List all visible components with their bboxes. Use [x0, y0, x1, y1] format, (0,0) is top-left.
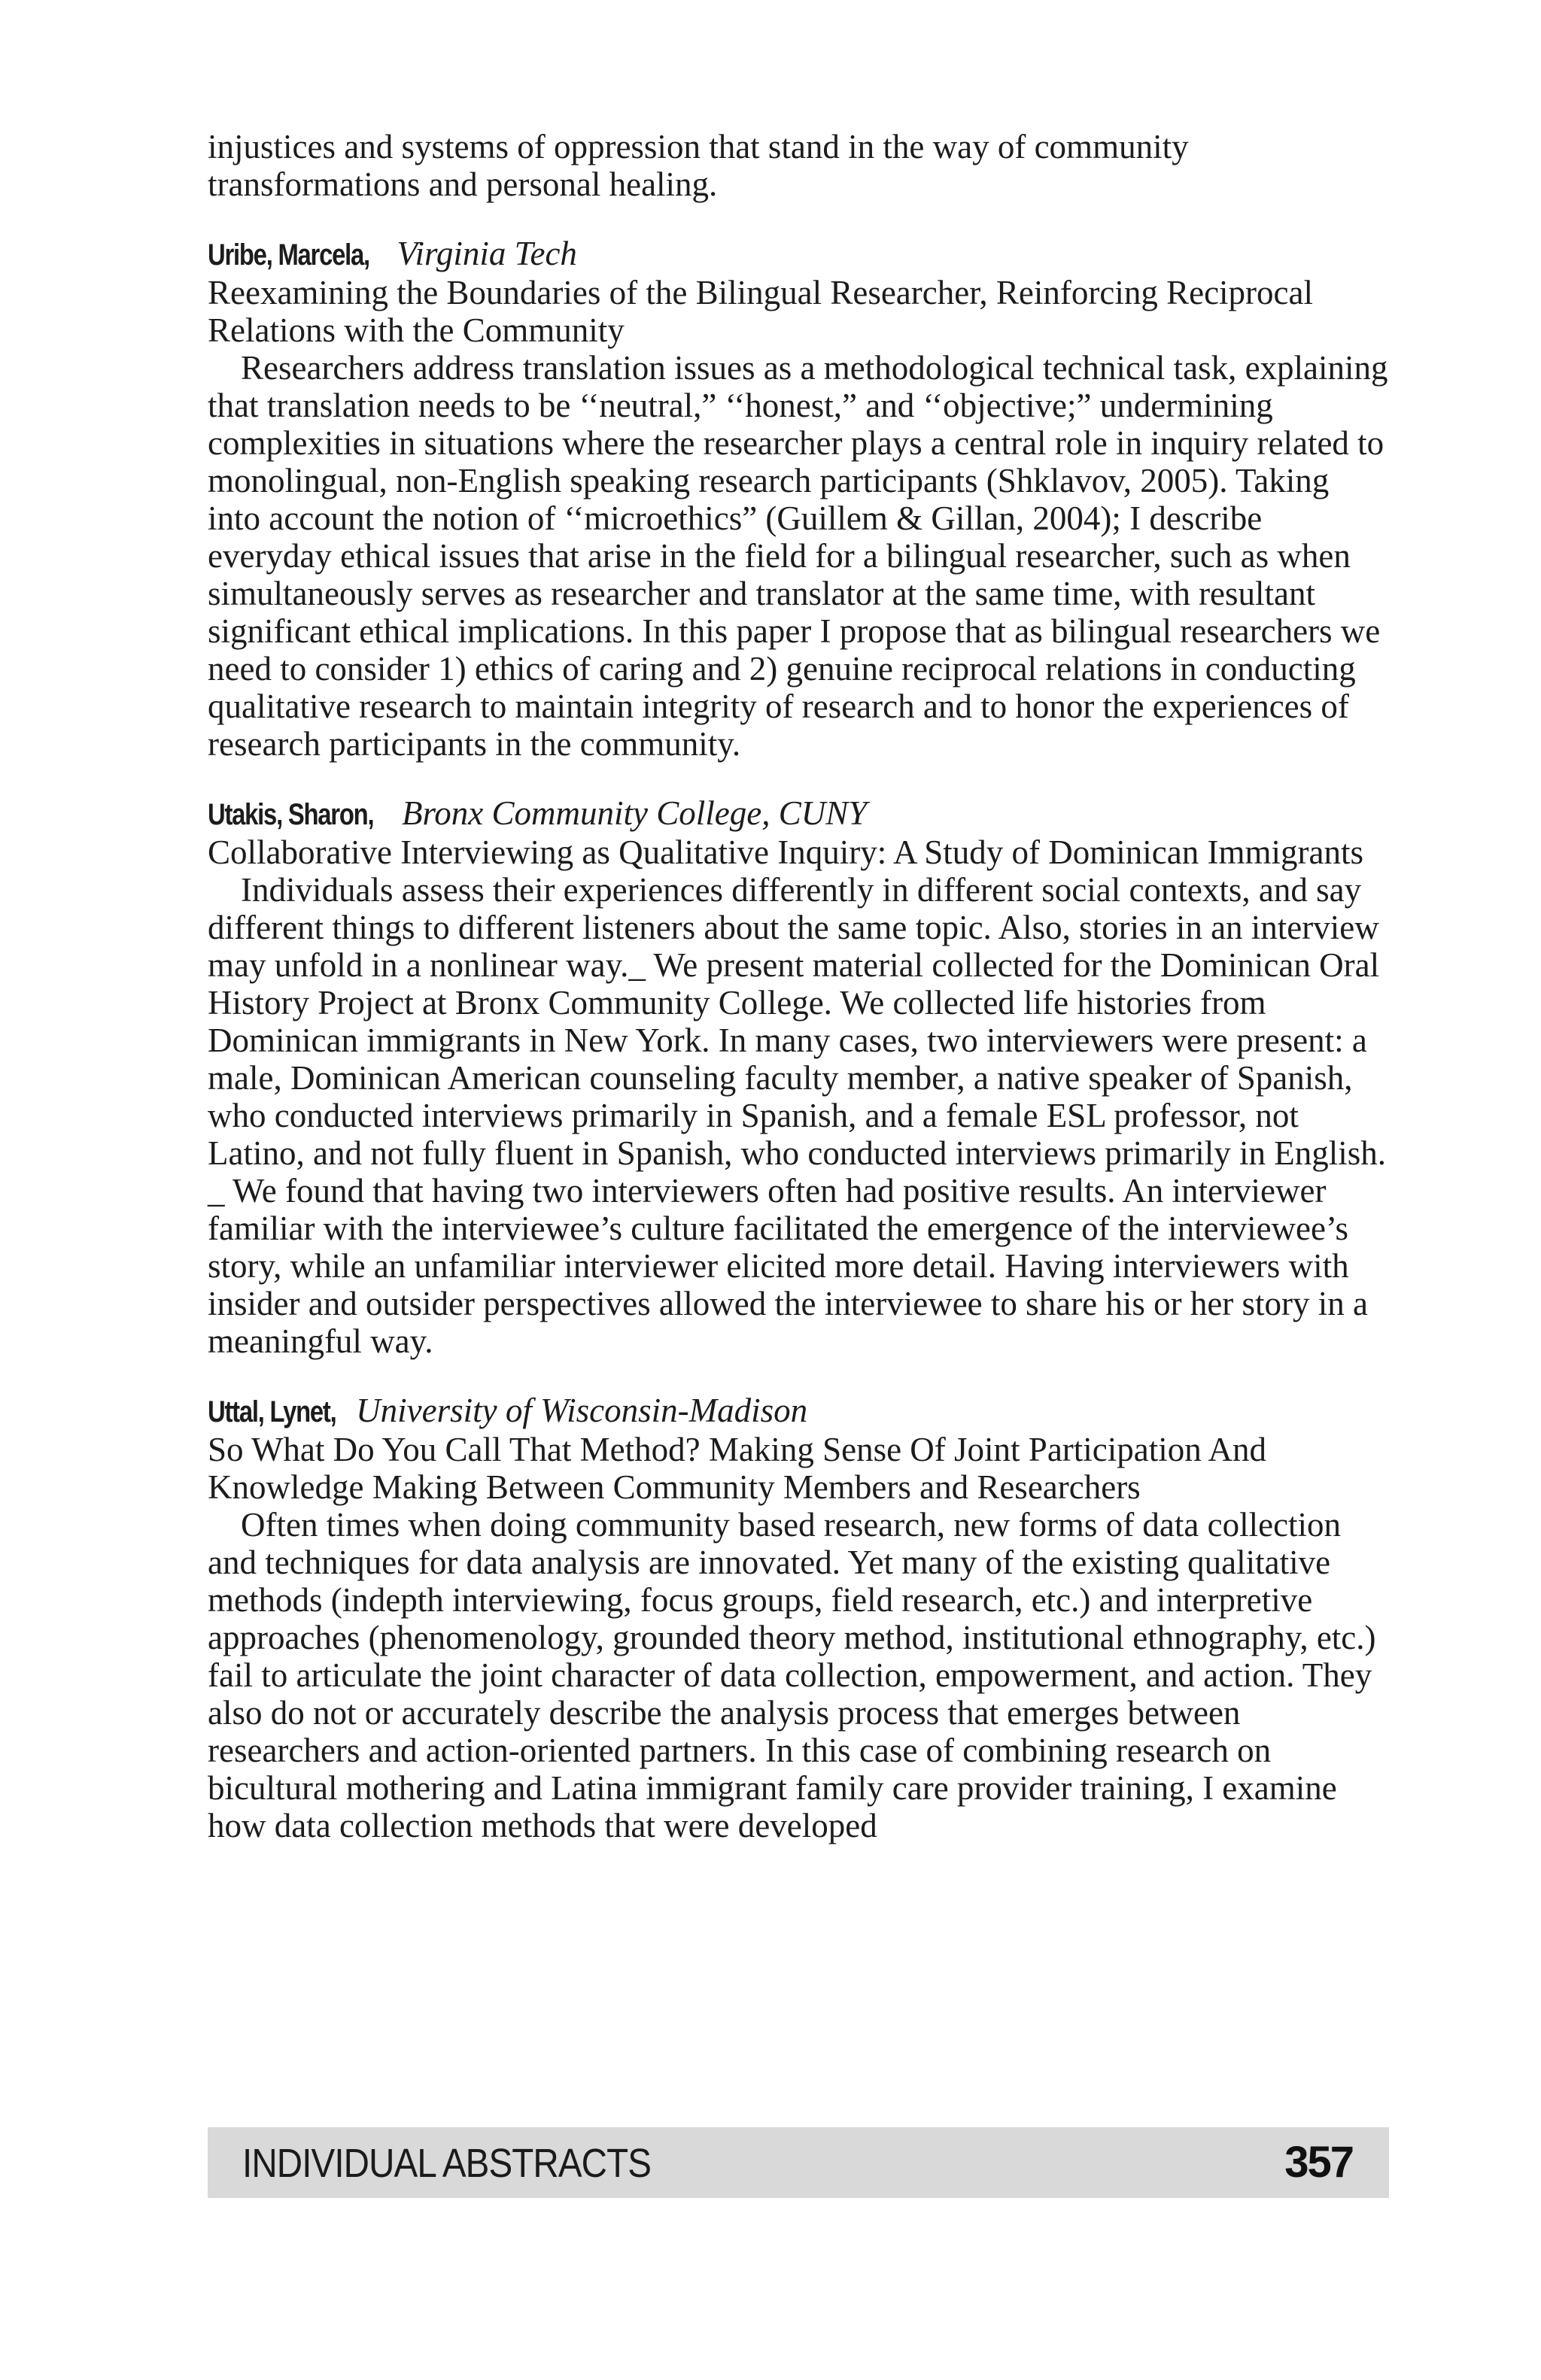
page-footer [208, 2127, 1389, 2198]
author-affiliation: Virginia Tech [397, 235, 577, 272]
abstract-entry-uttal [208, 1392, 1389, 1844]
author-name: Uribe, Marcela, [208, 238, 369, 272]
author-line [208, 794, 1389, 833]
author-affiliation: University of Wisconsin-Madison [356, 1392, 808, 1429]
author-line [208, 1392, 1389, 1431]
author-name: Utakis, Sharon, [208, 798, 374, 831]
abstract-title: Reexamining the Boundaries of the Bilingual Researcher, Reinforcing Reciprocal Relations with the Community [208, 274, 1313, 349]
abstract-entry-utakis [208, 794, 1389, 1360]
page-number: 357 [1284, 2138, 1353, 2187]
section-label: INDIVIDUAL ABSTRACTS [242, 2141, 652, 2186]
author-affiliation: Bronx Community College, CUNY [401, 794, 868, 832]
abstract-text: Individuals assess their experiences differently in different social contexts, and say different things to different listeners about the same topic. Also, stories in an interview may unfold in a nonlinear way._ We present material collected for the Dominican Oral History Project at Bronx Community College. We collected life histories from Dominican immigrants in New York. In many cases, two interviewers were present: a male, Dominican American counseling faculty member, a native speaker of Spanish, who conducted interviews primarily in Spanish, and a female ESL professor, not Latino, and not fully fluent in Spanish, who conducted interviews primarily in English. _ We found that having two interviewers often had positive results. An interviewer familiar with the interviewee’s culture facilitated the emergence of the interviewee’s story, while an unfamiliar interviewer elicited more detail. Having interviewers with insider and outsider perspectives allowed the interviewee to share his or her story in a meaningful way. [208, 871, 1386, 1360]
abstract-title: Collaborative Interviewing as Qualitative Inquiry: A Study of Dominican Immigrants [208, 833, 1363, 871]
page-body [208, 128, 1389, 1876]
author-line [208, 235, 1389, 274]
abstract-entry-uribe [208, 235, 1389, 763]
abstract-text: Researchers address translation issues as a methodological technical task, explaining that translation needs to be ‘‘neutral,” ‘‘honest,” and ‘‘objective;” undermining complexities in situations where the researcher plays a central role in inquiry related to monolingual, non-English speaking research participants (Shklavov, 2005). Taking into account the notion of ‘‘microethics” (Guillem & Gillan, 2004); I describe everyday ethical issues that arise in the field for a bilingual researcher, such as when simultaneously serves as researcher and translator at the same time, with resultant significant ethical implications. In this paper I propose that as bilingual researchers we need to consider 1) ethics of caring and 2) genuine reciprocal relations in conducting qualitative research to maintain integrity of research and to honor the experiences of research participants in the community. [208, 349, 1388, 763]
carryover-paragraph: injustices and systems of oppression that stand in the way of community transformations and personal healing. [208, 128, 1189, 203]
author-name: Uttal, Lynet, [208, 1395, 336, 1428]
abstract-text: Often times when doing community based research, new forms of data collection and techniques for data analysis are innovated. Yet many of the existing qualitative methods (indepth interviewing, focus groups, field research, etc.) and interpretive approaches (phenomenology, grounded theory method, institutional ethnography, etc.) fail to articulate the joint character of data collection, empowerment, and action. They also do not or accurately describe the analysis process that emerges between researchers and action-oriented partners. In this case of combining research on bicultural mothering and Latina immigrant family care provider training, I examine how data collection methods that were developed [208, 1506, 1376, 1844]
abstract-title: So What Do You Call That Method? Making Sense Of Joint Participation And Knowledge Making Between Community Members and Researchers [208, 1431, 1267, 1506]
